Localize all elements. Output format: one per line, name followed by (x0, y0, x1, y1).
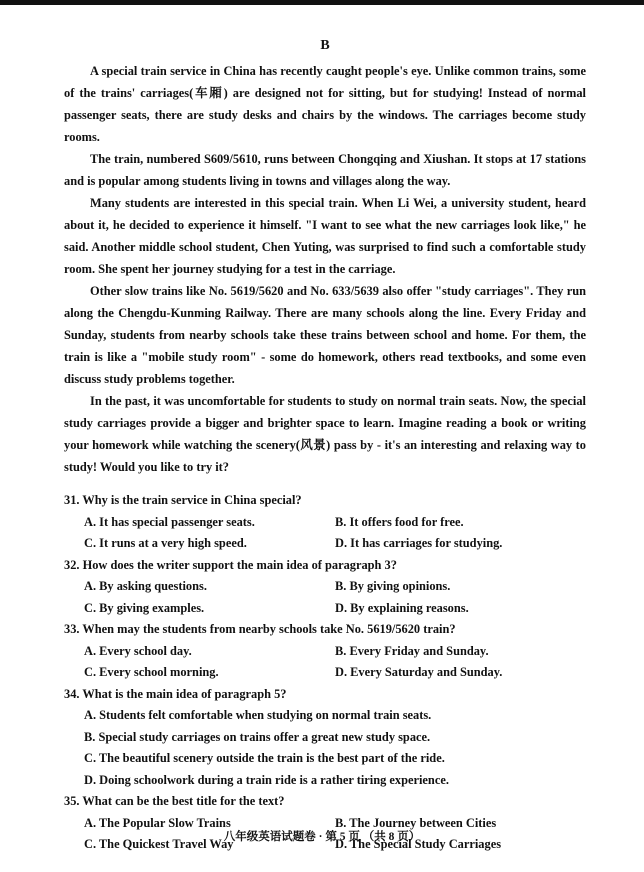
answer-option-row (64, 598, 586, 620)
question-stem: 32. How does the writer support the main idea of paragraph 3? (64, 557, 397, 572)
passage-paragraph: A special train service in China has recently caught people's eye. Unlike common trains, some of the trains' carriages(车厢) are designed not for sitting, but for studying! Instead of normal passenger seats, there are study desks and chairs by the windows. The carriages become study rooms. (64, 64, 586, 144)
answer-option: B. Every Friday and Sunday. (335, 643, 489, 658)
question-item (64, 619, 586, 684)
question-stem: 31. Why is the train service in China special? (64, 493, 302, 507)
answer-option: B. It offers food for free. (335, 514, 464, 529)
question-item (64, 684, 586, 792)
answer-option: A. Students felt comfortable when studying on normal train seats. (84, 708, 432, 722)
answer-option-row (64, 576, 586, 598)
question-stem: 34. What is the main idea of paragraph 5? (64, 686, 287, 701)
answer-option: B. The Journey between Cities (335, 815, 497, 830)
answer-option: B. By giving opinions. (335, 579, 451, 593)
answer-option: C. It runs at a very high speed. (84, 536, 247, 550)
answer-option: A. The Popular Slow Trains (84, 815, 231, 830)
section-label: B (320, 38, 330, 53)
answer-option-row (64, 512, 586, 534)
question-stem: 33. When may the students from nearby schools take No. 5619/5620 train? (64, 622, 456, 636)
answer-option: C. The beautiful scenery outside the train is the best part of the ride. (84, 751, 445, 765)
answer-option: C. The Quickest Travel Way (84, 837, 234, 851)
answer-option: C. By giving examples. (84, 600, 205, 615)
passage-paragraph: Other slow trains like No. 5619/5620 and No. 633/5639 also offer "study carriages". They run along the Chengdu-Kunming Railway. There are many schools along the line. Every Friday and Sunday, students from nearby schools take these trains between school and home. For them, the train is like a "mobile study room" - some do homework, others read textbooks, and some even discuss study problems together. (64, 284, 586, 386)
answer-option: D. The Special Study Carriages (335, 837, 502, 851)
answer-option: C. Every school morning. (84, 665, 219, 679)
question-item (64, 490, 586, 555)
answer-option: D. Every Saturday and Sunday. (335, 665, 503, 679)
answer-option-row (64, 533, 586, 555)
question-item (64, 555, 586, 620)
question-list (64, 490, 586, 856)
exam-page (64, 38, 586, 856)
answer-option: D. It has carriages for studying. (335, 536, 503, 550)
answer-option: B. Special study carriages on trains offer a great new study space. (84, 729, 431, 744)
answer-option: A. Every school day. (84, 643, 192, 658)
passage-paragraph: Many students are interested in this special train. When Li Wei, a university student, heard about it, he decided to experience it himself. "I want to see what the new carriages look like," he said. Another middle school student, Chen Yuting, was surprised to find such a comfortable study room. She spent her journey studying for a test in the carriage. (64, 196, 586, 276)
page-footer: 八年级英语试题卷 · 第 5 页 （共 8 页） (223, 831, 421, 843)
question-stem: 35. What can be the best title for the text? (64, 794, 285, 808)
answer-option: A. By asking questions. (84, 579, 207, 593)
answer-option-row (64, 641, 586, 663)
answer-option: A. It has special passenger seats. (84, 514, 255, 529)
reading-passage (64, 60, 586, 478)
passage-paragraph: In the past, it was uncomfortable for students to study on normal train seats. Now, the special study carriages provide a bigger and brighter space to learn. Imagine reading a book or writing your homework while watching the scenery(风景) pass by - it's an interesting and relaxing way to study! Would you like to try it? (64, 394, 586, 474)
answer-option-row (64, 662, 586, 684)
page-top-edge (0, 0, 644, 5)
question-item (64, 791, 586, 856)
passage-paragraph: The train, numbered S609/5610, runs between Chongqing and Xiushan. It stops at 17 stations and is popular among students living in towns and villages along the way. (64, 152, 586, 188)
answer-option: D. Doing schoolwork during a train ride is a rather tiring experience. (84, 772, 449, 787)
answer-option: D. By explaining reasons. (335, 600, 469, 615)
